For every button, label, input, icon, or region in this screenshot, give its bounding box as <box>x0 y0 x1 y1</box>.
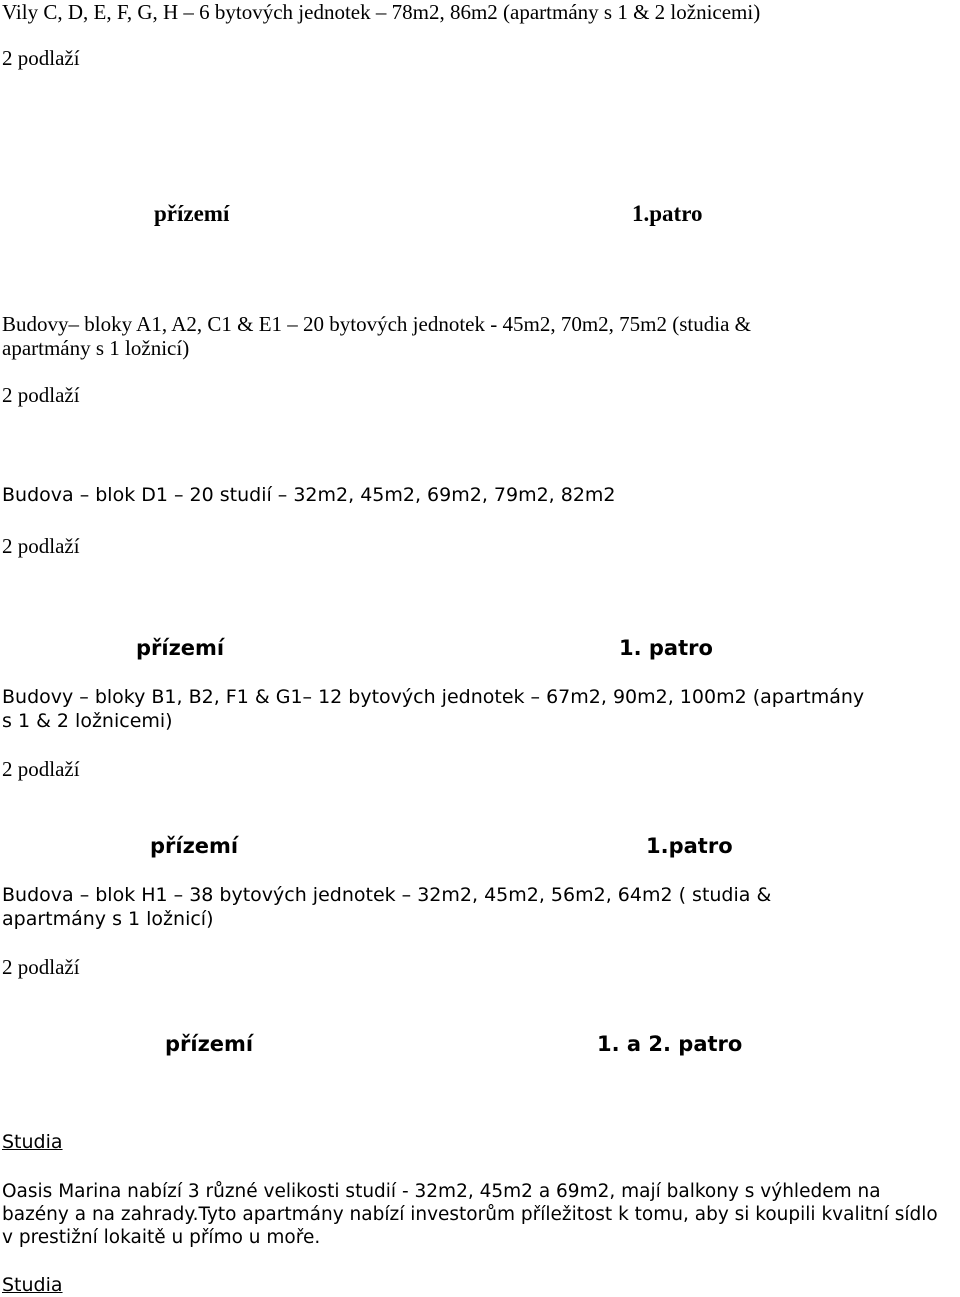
vily-heading: Vily C, D, E, F, G, H – 6 bytových jednotek – 78m2, 86m2 (apartmány s 1 & 2 ložnicemi) <box>2 0 761 24</box>
section-h1-floors: 2 podlaží <box>2 955 80 979</box>
section-b-upper-label: 1.patro <box>646 834 733 858</box>
section-a-floors: 2 podlaží <box>2 383 80 407</box>
section-d1-ground-label: přízemí <box>136 636 225 660</box>
section-h1-upper-label: 1. a 2. patro <box>597 1032 743 1056</box>
section-b-heading-line1: Budovy – bloky B1, B2, F1 & G1– 12 bytových jednotek – 67m2, 90m2, 100m2 (apartmány <box>2 686 865 708</box>
studia-heading[interactable]: Studia <box>2 1131 63 1153</box>
section-h1-heading-line1: Budova – blok H1 – 38 bytových jednotek – 32m2, 45m2, 56m2, 64m2 ( studia & <box>2 884 772 906</box>
vily-upper-label: 1.patro <box>632 201 703 226</box>
section-b-floors: 2 podlaží <box>2 757 80 781</box>
section-h1-heading-line2: apartmány s 1 ložnicí) <box>2 908 214 930</box>
vily-floors: 2 podlaží <box>2 46 80 70</box>
section-h1-ground-label: přízemí <box>165 1032 254 1056</box>
section-a-heading-line2: apartmány s 1 ložnicí) <box>2 336 190 360</box>
section-a-heading-line1: Budovy– bloky A1, A2, C1 & E1 – 20 bytových jednotek - 45m2, 70m2, 75m2 (studia & <box>2 312 751 336</box>
section-d1-upper-label: 1. patro <box>619 636 713 660</box>
section-d1-floors: 2 podlaží <box>2 534 80 558</box>
vily-ground-label: přízemí <box>154 201 230 226</box>
studia-paragraph: Oasis Marina nabízí 3 různé velikosti studií - 32m2, 45m2 a 69m2, mají balkony s výhledem na bazény a na zahrady.Tyto apartmány nabízí investorům příležitost k tomu, aby si koupili kvalitní sídlo v prestižní lokaitě u přímo u moře. <box>2 1181 938 1248</box>
section-d1-heading: Budova – blok D1 – 20 studií – 32m2, 45m2, 69m2, 79m2, 82m2 <box>2 484 616 506</box>
section-b-heading-line2: s 1 & 2 ložnicemi) <box>2 710 173 732</box>
section-b-ground-label: přízemí <box>150 834 239 858</box>
studia-heading-2[interactable]: Studia <box>2 1274 63 1296</box>
